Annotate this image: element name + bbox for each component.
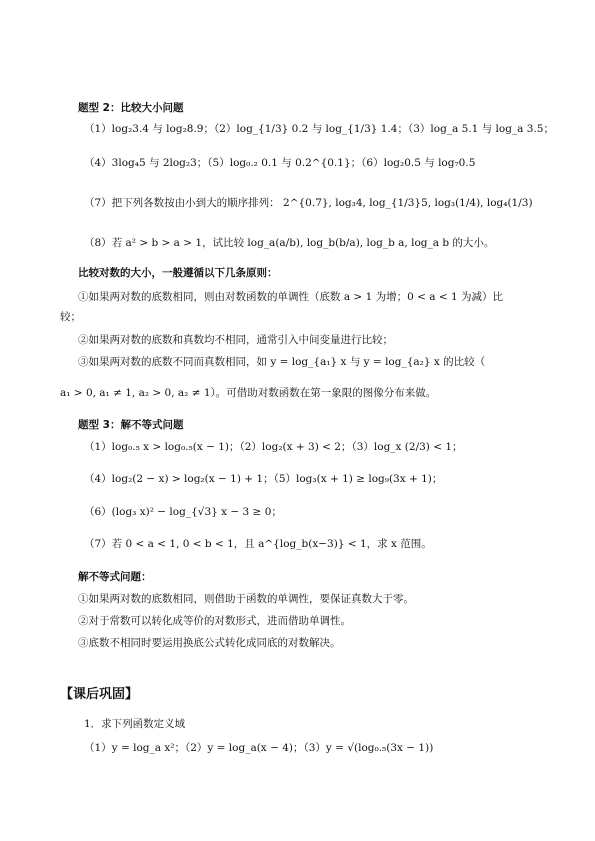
type3-title: 题型 3：解不等式问题 (78, 419, 184, 431)
type3-item-6: （6）(log₃ x)² − log_{√3} x − 3 ≥ 0； (84, 506, 282, 518)
rules1-rule-3-cont: a₁ > 0, a₁ ≠ 1, a₂ > 0, a₂ ≠ 1）。可借助对数函数在第一象限的图像分布来做。 (60, 387, 437, 399)
type3-item-7: （7）若 0 < a < 1, 0 < b < 1，且 a^{log_b(x−3)} < 1，求 x 范围。 (84, 538, 432, 550)
rules1-rule-2: ②如果两对数的底数和真数均不相同，通常引入中间变量进行比较； (78, 334, 393, 346)
rules2-rule-2: ②对于常数可以转化成等价的对数形式，进而借助单调性。 (78, 615, 351, 627)
type2-item-8: （8）若 a² > b > a > 1，试比较 log_a(a/b), log_b(b/a), log_b a, log_a b 的大小。 (84, 237, 495, 249)
rules2-rule-1: ①如果两对数的底数相同，则借助于函数的单调性，要保证真数大于零。 (78, 593, 414, 605)
review-question-1: 1．求下列函数定义域 (84, 718, 186, 730)
type2-item-7: （7）把下列各数按由小到大的顺序排列： 2^{0.7}, log₃4, log_{1/3}5, log₃(1/4), log₄(1/3) (84, 197, 533, 209)
rules1-rule-1-cont: 较； (60, 311, 81, 323)
type2-title: 题型 2：比较大小问题 (78, 102, 184, 114)
rules1-rule-3: ③如果两对数的底数不同而真数相同，如 y = log_{a₁} x 与 y = log_{a₂} x 的比较（ (78, 356, 486, 368)
rules1-title: 比较对数的大小，一般遵循以下几条原则： (78, 267, 278, 279)
type3-item-4: （4）log₂(2 − x) > log₂(x − 1) + 1；（5）log₃(x + 1) ≥ log₉(3x + 1)； (84, 473, 443, 485)
type2-item-4: （4）3log₄5 与 2log₂3；（5）log₀.₂ 0.1 与 0.2^{0.1}；（6）log₂0.5 与 log₇0.5 (84, 157, 476, 169)
review-question-1-items: （1）y = log_a x²；（2）y = log_a(x − 4)；（3）y = √(log₀.₅(3x − 1)) (84, 742, 434, 754)
type2-item-1: （1）log₂3.4 与 log₂8.9；（2）log_{1/3} 0.2 与 log_{1/3} 1.4；（3）log_a 5.1 与 log_a 3.5； (84, 123, 554, 135)
rules2-title: 解不等式问题： (78, 571, 152, 583)
type3-item-1: （1）log₀.₅ x > log₀.₅(x − 1)；（2）log₂(x + 3) < 2；（3）log_x (2/3) < 1； (84, 441, 463, 453)
review-section-title: 【课后巩固】 (60, 687, 139, 702)
rules2-rule-3: ③底数不相同时要运用换底公式转化成同底的对数解决。 (78, 637, 341, 649)
rules1-rule-1: ①如果两对数的底数相同，则由对数函数的单调性（底数 a > 1 为增；0 < a < 1 为减）比 (78, 291, 503, 303)
